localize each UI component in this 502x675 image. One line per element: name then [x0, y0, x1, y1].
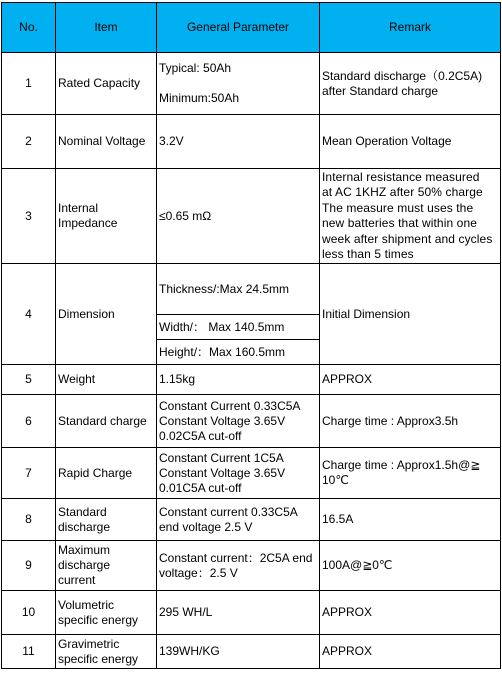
item-text: Volumetric: [58, 597, 115, 612]
remark-text: less than 5 times: [322, 247, 414, 261]
remark-cell: [320, 169, 501, 264]
row-number: 10: [2, 591, 56, 635]
remark-text: 10℃: [322, 473, 349, 487]
remark-text: at AC 1KHZ after 50% charge: [322, 185, 483, 199]
table-row: [2, 448, 501, 499]
remark-text: Internal resistance measured: [322, 169, 480, 184]
remark-text: 100A@≧0℃: [322, 558, 393, 572]
parameter-text: Typical: 50Ah: [159, 61, 232, 75]
item-text: Dimension: [58, 306, 115, 321]
remark-cell: [320, 53, 501, 115]
item-text: Standard: [58, 504, 107, 519]
item-text: Nominal Voltage: [58, 134, 146, 148]
item-text: current: [58, 573, 96, 587]
parameter-text: Constant current：2C5A end: [159, 550, 313, 565]
item-cell: [56, 635, 157, 669]
table-row: [2, 115, 501, 169]
item-cell: [56, 169, 157, 264]
item-cell: [56, 541, 157, 591]
parameter-text: 1.15kg: [159, 372, 196, 386]
remark-text: week after shipment and cycles: [322, 231, 493, 246]
remark-text: Initial Dimension: [322, 306, 411, 321]
table-row: [2, 395, 501, 448]
parameter-cell: [157, 499, 320, 541]
remark-cell: [320, 635, 501, 669]
parameter-text: 295 WH/L: [159, 605, 213, 619]
dimension-width: [157, 314, 319, 339]
parameter-text: Constant Voltage 3.65V: [159, 413, 286, 428]
remark-text: APPROX: [322, 605, 373, 619]
parameter-text: 0.02C5A cut-off: [159, 428, 242, 443]
table-row: [2, 53, 501, 115]
row-number: 7: [2, 448, 56, 499]
row-number: 5: [2, 365, 56, 395]
parameter-cell: [157, 53, 320, 115]
table-row: [2, 499, 501, 541]
item-cell: [56, 499, 157, 541]
item-text: Rated Capacity: [58, 76, 141, 90]
parameter-cell: [157, 264, 320, 365]
row-number: 8: [2, 499, 56, 541]
row-number: 9: [2, 541, 56, 591]
row-number: 4: [2, 264, 56, 365]
item-text: Internal: [58, 201, 99, 215]
row-number: 11: [2, 635, 56, 669]
remark-text: new batteries that within one: [322, 216, 477, 230]
parameter-text: Width/： Max 140.5mm: [159, 319, 285, 334]
row-number: 3: [2, 169, 56, 264]
table-row: [2, 635, 501, 669]
remark-text: Standard discharge（0.2C5A): [322, 68, 483, 83]
parameter-text: Height/：Max 160.5mm: [159, 344, 286, 359]
header-no: No.: [2, 3, 56, 53]
remark-cell: [320, 365, 501, 395]
parameter-text: Constant Current 0.33C5A: [159, 398, 301, 413]
remark-cell: [320, 541, 501, 591]
parameter-cell: [157, 169, 320, 264]
dimension-thickness: [157, 264, 319, 314]
table-row: [2, 169, 501, 264]
spec-table: [1, 2, 501, 669]
parameter-text: 0.01C5A cut-off: [159, 480, 242, 495]
table-row: [2, 264, 501, 365]
item-text: Standard charge: [58, 413, 147, 428]
remark-text: The measure must uses the: [322, 200, 474, 215]
header-item: Item: [56, 3, 157, 53]
parameter-text: Constant Current 1C5A: [159, 450, 284, 465]
remark-cell: [320, 395, 501, 448]
table-row: [2, 591, 501, 635]
item-text: Gravimetric: [58, 636, 120, 651]
item-text: discharge: [58, 519, 111, 534]
parameter-text: ≤0.65 mΩ: [159, 208, 212, 223]
header-general-parameter: General Parameter: [157, 3, 320, 53]
parameter-text: end voltage 2.5 V: [159, 519, 253, 534]
item-text: Maximum: [58, 543, 111, 557]
remark-text: Mean Operation Voltage: [322, 134, 452, 148]
remark-text: 16.5A: [322, 512, 354, 526]
remark-cell: [320, 591, 501, 635]
remark-text: Charge time : Approx1.5h@≧: [322, 458, 481, 472]
remark-text: APPROX: [322, 372, 373, 386]
item-cell: [56, 115, 157, 169]
row-number: 1: [2, 53, 56, 115]
item-text: discharge: [58, 558, 111, 572]
remark-cell: [320, 499, 501, 541]
parameter-text: Thickness/:Max 24.5mm: [159, 281, 290, 296]
dimension-height: [157, 339, 319, 364]
parameter-cell: [157, 395, 320, 448]
remark-cell: [320, 264, 501, 365]
remark-text: APPROX: [322, 644, 373, 658]
table-row: [2, 365, 501, 395]
item-text: Weight: [58, 372, 96, 386]
parameter-cell: [157, 448, 320, 499]
parameter-text: Constant current 0.33C5A: [159, 504, 298, 519]
parameter-cell: [157, 115, 320, 169]
remark-cell: [320, 115, 501, 169]
item-text: Impedance: [58, 216, 118, 230]
parameter-text: voltage：2.5 V: [159, 565, 238, 580]
parameter-text: Minimum:50Ah: [159, 91, 240, 105]
item-cell: [56, 365, 157, 395]
remark-cell: [320, 448, 501, 499]
parameter-text: 3.2V: [159, 134, 184, 148]
item-text: Rapid Charge: [58, 465, 133, 480]
item-cell: [56, 395, 157, 448]
parameter-text: Constant Voltage 3.65V: [159, 465, 286, 480]
header-row: [2, 3, 501, 53]
row-number: 6: [2, 395, 56, 448]
table-row: [2, 541, 501, 591]
item-text: specific energy: [58, 612, 139, 627]
item-cell: [56, 448, 157, 499]
parameter-cell: [157, 541, 320, 591]
item-text: specific energy: [58, 651, 139, 666]
item-cell: [56, 264, 157, 365]
header-remark: Remark: [320, 3, 501, 53]
item-cell: [56, 591, 157, 635]
parameter-cell: [157, 635, 320, 669]
parameter-cell: [157, 365, 320, 395]
parameter-text: 139WH/KG: [159, 644, 220, 658]
item-cell: [56, 53, 157, 115]
remark-text: after Standard charge: [322, 83, 439, 98]
remark-text: Charge time : Approx3.5h: [322, 413, 459, 428]
row-number: 2: [2, 115, 56, 169]
parameter-cell: [157, 591, 320, 635]
